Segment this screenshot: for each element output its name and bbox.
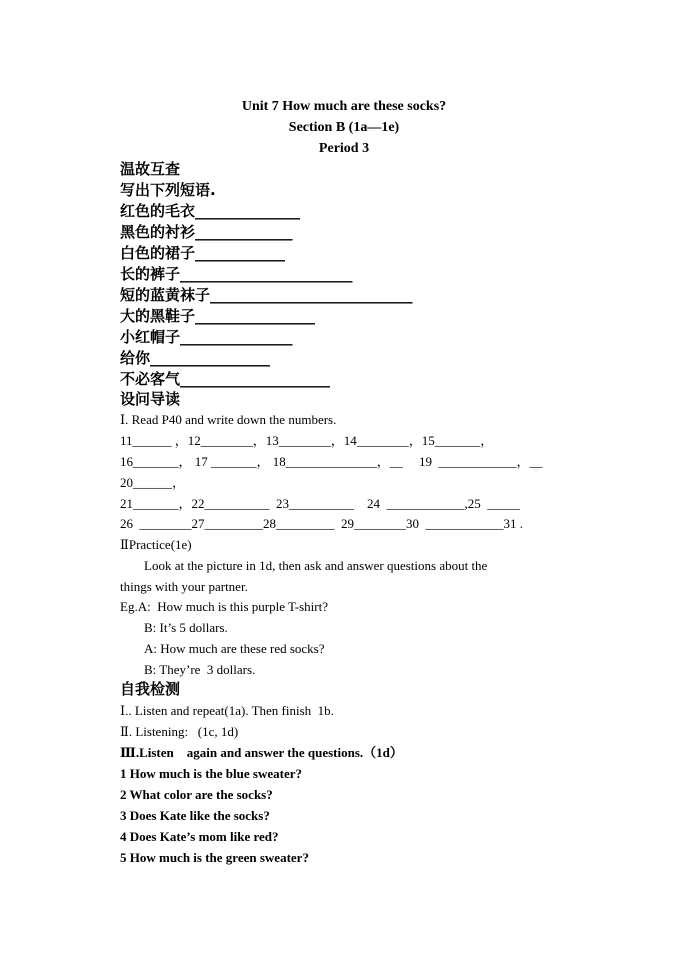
part2-text: Look at the picture in 1d, then ask and answer questions about the	[144, 558, 488, 573]
phrase-item: 长的裤子_______________________	[120, 265, 353, 283]
numbers-line: 21_______，22__________ 23__________ 24 ____________,25 _____	[120, 496, 520, 511]
numbers-line: 11______ ，12________，13________，14________，15_______，	[120, 433, 494, 448]
phrase-item: 小红帽子_______________	[120, 328, 293, 346]
phrase-item: 黑色的衬衫_____________	[120, 223, 293, 241]
phrase-item: 短的蓝黄袜子___________________________	[120, 286, 413, 304]
example-line: Eg.A: How much is this purple T-shirt?	[120, 599, 328, 614]
question-item: 4 Does Kate’s mom like red?	[120, 829, 279, 844]
numbers-line: 16_______， 17 _______， 18______________，__ 19 ____________，__	[120, 454, 543, 469]
phrase-item: 大的黑鞋子________________	[120, 307, 316, 325]
phrase-item: 红色的毛衣______________	[120, 202, 301, 220]
example-line: B: It’s 5 dollars.	[144, 620, 228, 635]
question-item: 3 Does Kate like the socks?	[120, 808, 270, 823]
period-title: Period 3	[318, 141, 370, 156]
question-item: 1 How much is the blue sweater?	[120, 766, 302, 781]
part1-title: Ⅰ. Read P40 and write down the numbers.	[120, 412, 337, 427]
question-item: 5 How much is the green sweater?	[120, 850, 309, 865]
self-check-heading: 自我检测	[120, 680, 181, 698]
part3-title: Ⅲ.Listen again and answer the questions.（1d）	[120, 745, 403, 760]
guide-heading: 设问导读	[120, 390, 181, 408]
unit-title: Unit 7 How much are these socks?	[241, 99, 447, 114]
numbers-line: 26 ________27_________28_________ 29________30 ____________31 .	[120, 516, 523, 531]
phrase-item: 给你________________	[120, 349, 271, 367]
phrase-item: 白色的裙子____________	[120, 244, 286, 262]
example-line: A: How much are these red socks?	[144, 641, 325, 656]
numbers-line: 20______，	[120, 475, 186, 490]
part2-title: ⅡPractice(1e)	[120, 537, 192, 552]
part2-text: things with your partner.	[120, 579, 248, 594]
self-check-item: Ⅰ.. Listen and repeat(1a). Then finish 1b.	[120, 703, 334, 718]
example-line: B: They’re 3 dollars.	[144, 662, 256, 677]
section-title: Section B (1a—1e)	[288, 120, 400, 135]
phrase-item: 不必客气____________________	[120, 370, 331, 388]
self-check-item: Ⅱ. Listening: (1c, 1d)	[120, 724, 239, 739]
review-instruction: 写出下列短语.	[120, 181, 216, 199]
question-item: 2 What color are the socks?	[120, 787, 273, 802]
review-heading: 温故互查	[120, 160, 181, 178]
